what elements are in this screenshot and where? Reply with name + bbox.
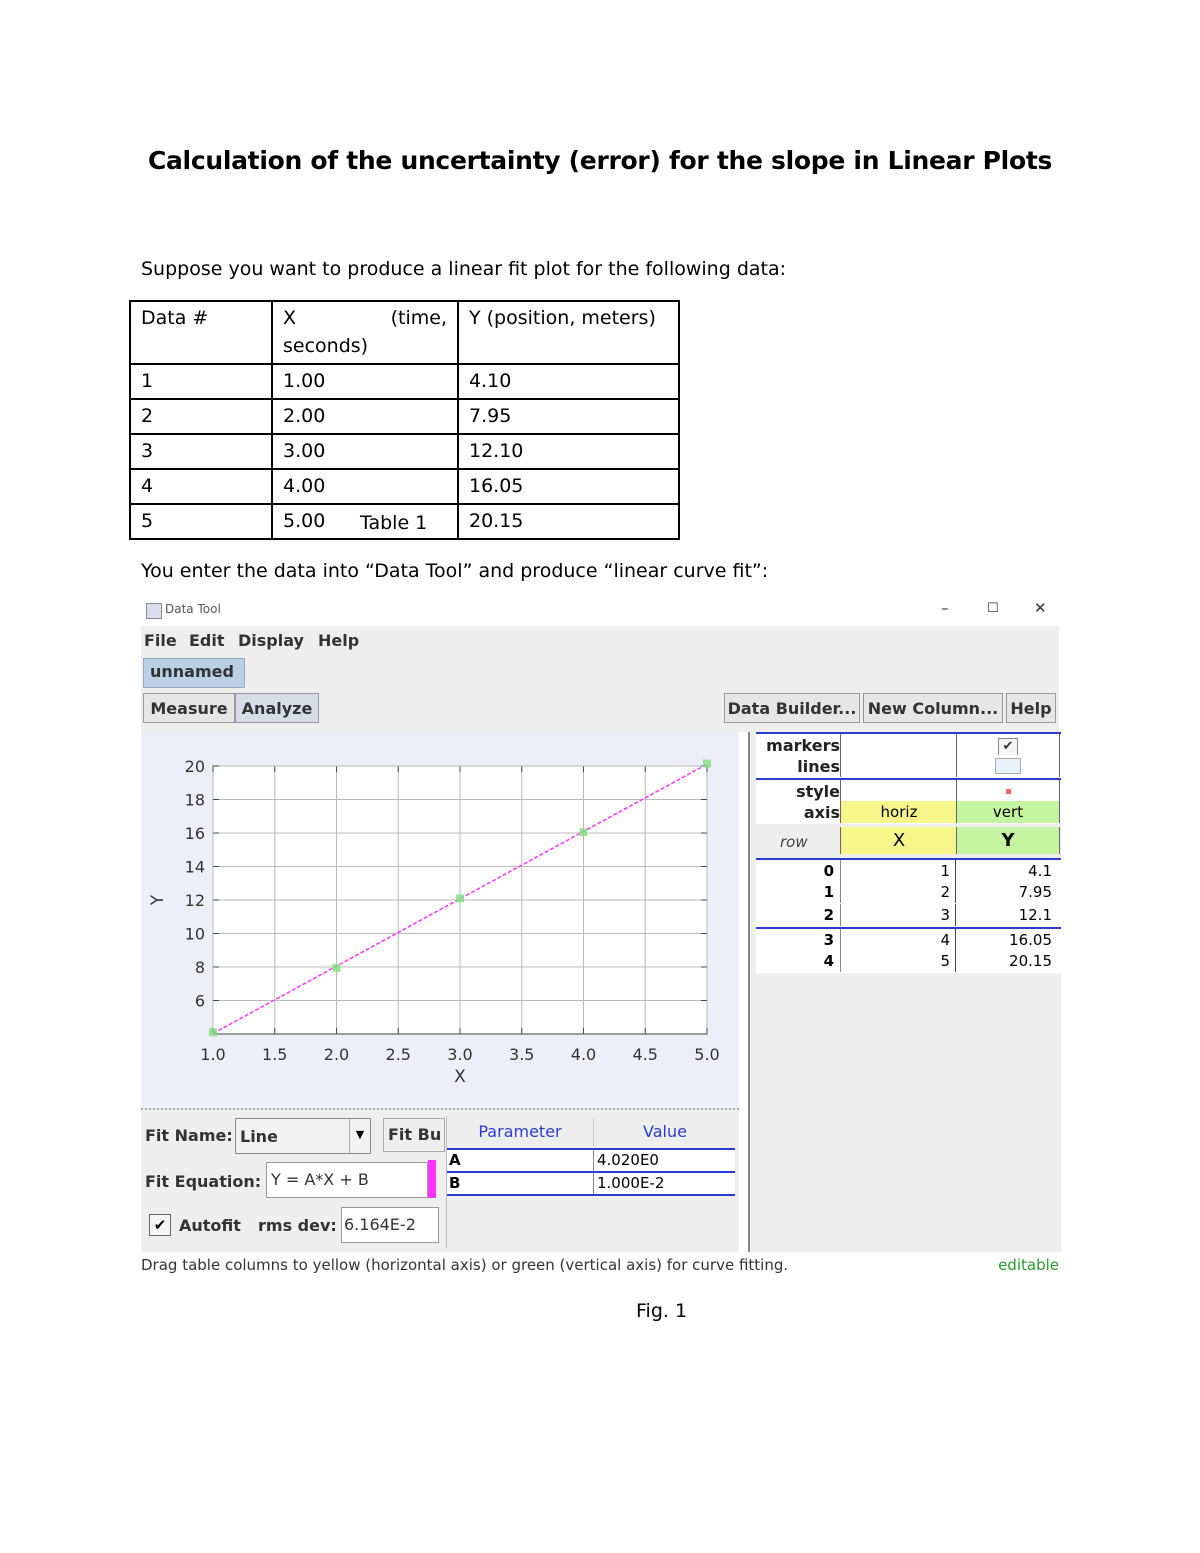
enter-text: You enter the data into “Data Tool” and produce “linear curve fit”: <box>141 560 769 582</box>
cell-y[interactable]: 4.1 <box>1028 862 1052 880</box>
markers-x-cell[interactable] <box>840 734 957 756</box>
tab-row <box>141 654 1059 689</box>
axis-horiz-cell[interactable]: horiz <box>840 801 957 823</box>
data-point <box>333 964 341 972</box>
status-text: Drag table columns to yellow (horizontal axis) or green (vertical axis) for curve fitting. <box>141 1256 789 1274</box>
table-cell: 20.15 <box>458 504 679 539</box>
prop-axis <box>756 801 1061 824</box>
row-index: 4 <box>823 952 834 970</box>
fit-name-value: Line <box>240 1127 278 1146</box>
lines-checkbox[interactable] <box>956 755 1060 777</box>
table-cell: 2 <box>130 399 272 434</box>
x-tick-label: 5.0 <box>694 1045 720 1064</box>
data-builder-button[interactable]: Data Builder... <box>724 693 860 723</box>
fit-name-label: Fit Name: <box>145 1126 233 1145</box>
x-tick-label: 4.0 <box>570 1045 597 1064</box>
plot-area[interactable] <box>141 732 739 1108</box>
editable-badge: editable <box>998 1256 1059 1274</box>
lines-x-cell[interactable] <box>840 755 957 777</box>
y-tick-label: 14 <box>184 857 205 877</box>
style-x-cell[interactable] <box>840 780 957 802</box>
cell-y[interactable]: 16.05 <box>1009 931 1052 949</box>
x-tick-label: 1.0 <box>200 1045 226 1064</box>
table-row <box>130 434 679 469</box>
data-point <box>580 828 588 836</box>
chevron-down-icon[interactable]: ▼ <box>349 1119 370 1153</box>
row-index: 3 <box>823 931 834 949</box>
table-cell: 12.10 <box>458 434 679 469</box>
window-titlebar <box>141 596 1059 626</box>
help-button[interactable]: Help <box>1006 693 1056 723</box>
table-row[interactable] <box>756 950 1061 973</box>
tab-unnamed[interactable]: unnamed <box>143 658 245 688</box>
menu-display[interactable]: Display <box>238 631 304 650</box>
param-row[interactable] <box>447 1148 735 1171</box>
header-x-part2: (time, <box>390 307 447 329</box>
cell-y[interactable]: 12.1 <box>1018 906 1052 924</box>
x-tick-label: 3.0 <box>447 1045 473 1064</box>
table-header-row <box>130 301 679 364</box>
autofit-label: Autofit <box>179 1216 241 1235</box>
table-cell: 4 <box>130 469 272 504</box>
cell-x[interactable]: 2 <box>940 883 950 901</box>
y-tick-label: 6 <box>194 991 205 1011</box>
cell-x[interactable]: 4 <box>940 931 950 949</box>
y-axis-label: Y <box>148 894 168 906</box>
x-tick-label: 4.5 <box>632 1045 658 1064</box>
minimize-icon[interactable]: – <box>941 599 949 617</box>
rms-value: 6.164E-2 <box>341 1207 439 1243</box>
cell-x[interactable]: 3 <box>940 906 950 924</box>
header-x-part1: X <box>283 307 297 329</box>
table-cell: 2.00 <box>272 399 458 434</box>
param-header: Parameter <box>478 1122 562 1141</box>
data-table-panel <box>748 732 1061 1252</box>
x-tick-label: 2.0 <box>323 1045 350 1064</box>
data-point <box>209 1028 217 1036</box>
menu-help[interactable]: Help <box>318 631 360 650</box>
rms-label: rms dev: <box>258 1216 337 1235</box>
menu-file[interactable]: File <box>144 631 177 650</box>
page-title: Calculation of the uncertainty (error) for the slope in Linear Plots <box>147 146 1053 175</box>
fit-equation-label: Fit Equation: <box>145 1172 262 1191</box>
table-row <box>130 364 679 399</box>
y-tick-label: 8 <box>194 958 205 977</box>
param-row[interactable] <box>447 1171 735 1196</box>
cell-y[interactable]: 20.15 <box>1009 952 1052 970</box>
param-value[interactable]: 1.000E-2 <box>597 1174 665 1192</box>
menu-edit[interactable]: Edit <box>189 631 225 650</box>
cell-y[interactable]: 7.95 <box>1018 883 1052 901</box>
value-header: Value <box>593 1118 736 1146</box>
data-point <box>456 894 464 902</box>
table-cell: 1.00 <box>272 364 458 399</box>
header-x-part3: seconds) <box>283 335 369 357</box>
x-tick-label: 1.5 <box>262 1045 288 1064</box>
x-axis-label: X <box>454 1067 466 1087</box>
column-x-header[interactable]: X <box>840 827 957 854</box>
figure-caption: Fig. 1 <box>636 1300 688 1322</box>
table-row <box>130 399 679 434</box>
x-tick-label: 2.5 <box>385 1045 411 1064</box>
measure-button[interactable]: Measure <box>143 693 235 723</box>
status-bar <box>141 1252 1059 1280</box>
row-index: 0 <box>823 862 834 880</box>
param-name: B <box>449 1174 461 1192</box>
data-table <box>129 300 680 540</box>
menu-bar <box>141 626 1059 654</box>
y-tick-label: 18 <box>184 790 205 810</box>
parameter-table <box>446 1116 737 1248</box>
markers-label: markers <box>766 736 840 755</box>
lines-label: lines <box>797 757 840 776</box>
y-tick-label: 12 <box>184 891 205 910</box>
table-cell: 4.00 <box>272 469 458 504</box>
autofit-checkbox[interactable]: ✔ <box>149 1214 171 1236</box>
table-row[interactable] <box>756 881 1061 904</box>
column-y-header[interactable]: Y <box>956 827 1060 854</box>
y-tick-label: 10 <box>184 924 205 944</box>
analyze-button[interactable]: Analyze <box>235 693 319 723</box>
toolbar <box>141 688 1059 732</box>
header-x <box>272 301 458 364</box>
markers-checkbox[interactable] <box>956 734 1060 756</box>
y-tick-label: 20 <box>184 757 205 776</box>
cell-x[interactable]: 1 <box>940 862 950 880</box>
axis-label: axis <box>803 803 840 822</box>
table-caption: Table 1 <box>360 512 428 534</box>
style-label: style <box>796 782 840 801</box>
table-cell: 1 <box>130 364 272 399</box>
cell-x[interactable]: 5 <box>940 952 950 970</box>
table-cell: 16.05 <box>458 469 679 504</box>
window-title: Data Tool <box>165 602 221 616</box>
row-index: 1 <box>823 883 834 901</box>
table-row[interactable] <box>756 904 1061 927</box>
y-tick-label: 16 <box>184 824 205 843</box>
chart-svg[interactable] <box>141 732 739 1108</box>
table-row <box>130 469 679 504</box>
table-cell: 7.95 <box>458 399 679 434</box>
fit-name-dropdown[interactable] <box>235 1118 371 1154</box>
app-icon <box>146 603 162 619</box>
table-cell: 5.00 <box>272 504 458 539</box>
intro-text: Suppose you want to produce a linear fit plot for the following data: <box>141 258 787 280</box>
column-header-row <box>756 827 1061 855</box>
axis-vert-cell[interactable]: vert <box>956 801 1060 823</box>
table-cell: 4.10 <box>458 364 679 399</box>
unchecked-box <box>995 758 1021 774</box>
new-column-button[interactable]: New Column... <box>863 693 1003 723</box>
fit-equation-field[interactable]: Y = A*X + B <box>266 1162 428 1198</box>
maximize-icon[interactable]: ☐ <box>987 601 999 616</box>
param-value[interactable]: 4.020E0 <box>597 1151 659 1169</box>
table-cell: 3 <box>130 434 272 469</box>
fit-color-swatch[interactable] <box>428 1160 436 1198</box>
close-icon[interactable]: ✕ <box>1034 599 1047 617</box>
fit-panel <box>141 1108 739 1254</box>
data-tool-window <box>141 596 1059 1280</box>
fit-builder-button[interactable]: Fit Bu <box>383 1118 445 1152</box>
header-y: Y (position, meters) <box>458 301 679 364</box>
data-point <box>703 759 711 767</box>
table-cell: 5 <box>130 504 272 539</box>
prop-lines <box>756 755 1061 778</box>
table-cell: 3.00 <box>272 434 458 469</box>
style-swatch[interactable] <box>956 780 1060 802</box>
marker-swatch-icon <box>1006 789 1011 794</box>
header-data-num: Data # <box>130 301 272 364</box>
check-icon: ✔ <box>998 738 1018 756</box>
row-header: row <box>780 833 808 851</box>
param-name: A <box>449 1151 461 1169</box>
x-tick-label: 3.5 <box>509 1045 535 1064</box>
row-index: 2 <box>823 906 834 924</box>
